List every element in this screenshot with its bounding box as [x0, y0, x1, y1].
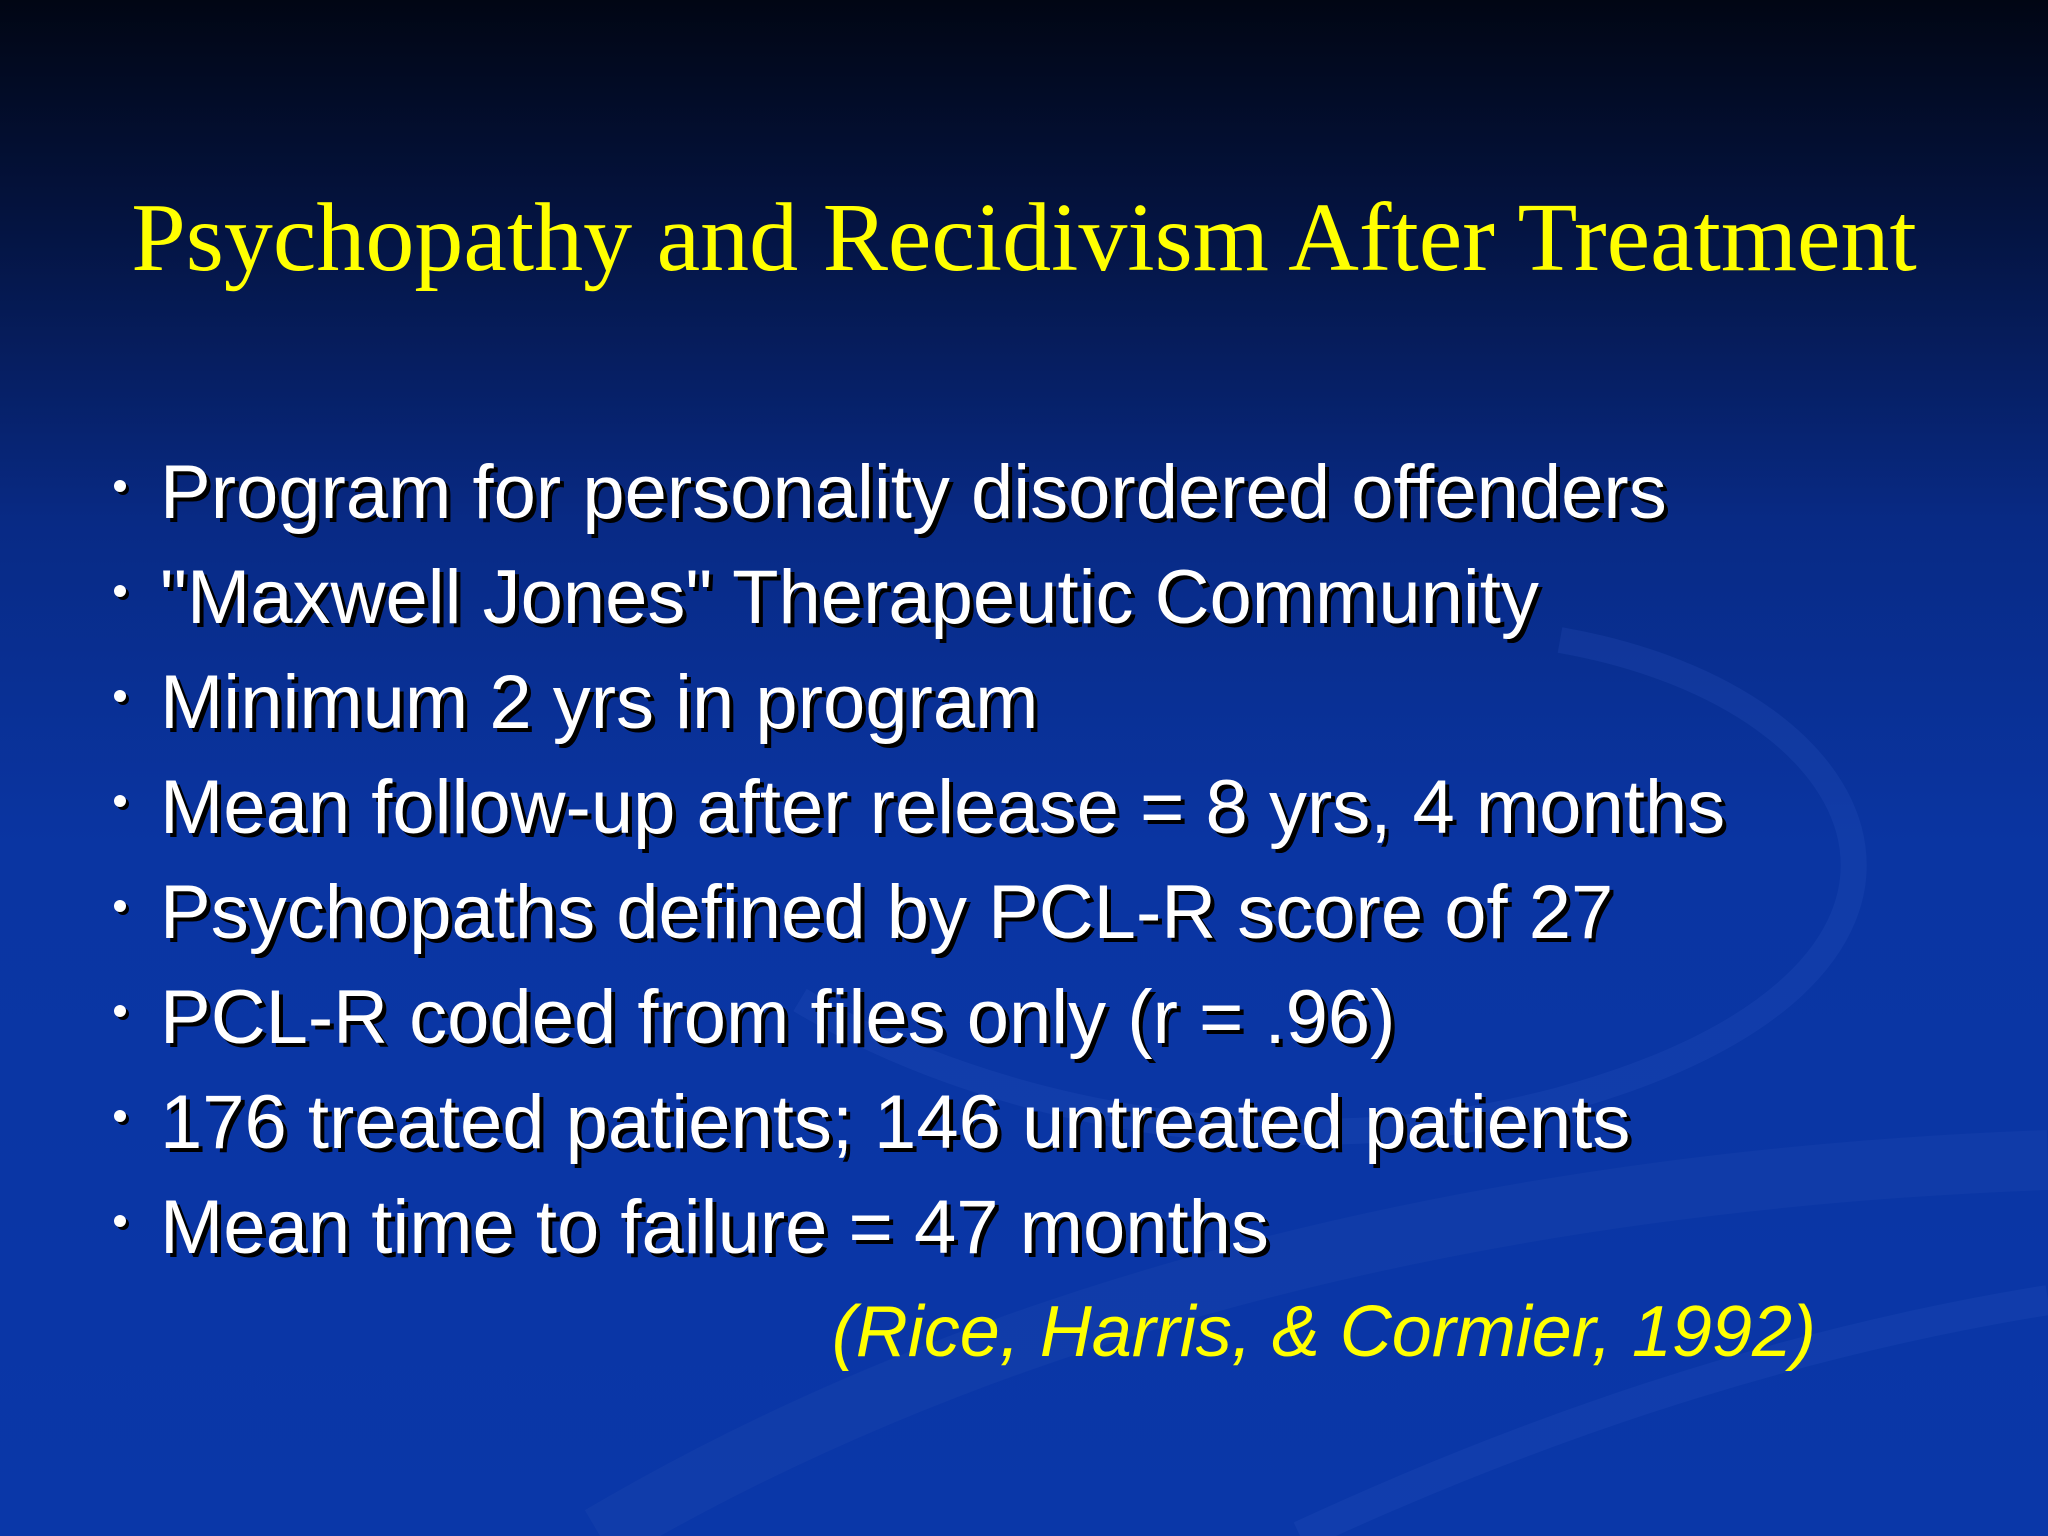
bullet-dot-icon [114, 795, 126, 807]
bullet-text: Psychopaths defined by PCL-R score of 27 [160, 870, 1614, 955]
bullet-text: PCL-R coded from files only (r = .96) [160, 975, 1396, 1060]
bullet-item [100, 1175, 2000, 1280]
bullet-dot-icon [114, 1005, 126, 1017]
bullet-dot-icon [114, 690, 126, 702]
bullet-item [100, 1070, 2000, 1175]
bullet-item [100, 545, 2000, 650]
bullet-dot-icon [114, 480, 126, 492]
bullet-item [100, 650, 2000, 755]
citation: (Rice, Harris, & Cormier, 1992) [831, 1292, 1816, 1372]
bullet-item [100, 860, 2000, 965]
bullet-dot-icon [114, 1110, 126, 1122]
slide-title: Psychopathy and Recidivism After Treatment [131, 184, 1917, 292]
bullet-item [100, 755, 2000, 860]
bullet-dot-icon [114, 900, 126, 912]
bullet-dot-icon [114, 1215, 126, 1227]
bullet-item [100, 965, 2000, 1070]
bullet-item [100, 440, 2000, 545]
bullet-text: Mean time to failure = 47 months [160, 1185, 1269, 1270]
bullet-text: 176 treated patients; 146 untreated patients [160, 1080, 1631, 1165]
bullet-text: Minimum 2 yrs in program [160, 660, 1039, 745]
bullet-text: "Maxwell Jones" Therapeutic Community [160, 555, 1539, 640]
bullet-list [100, 440, 2000, 1280]
bullet-text: Mean follow-up after release = 8 yrs, 4 months [160, 765, 1726, 850]
bullet-dot-icon [114, 585, 126, 597]
bullet-text: Program for personality disordered offenders [160, 450, 1667, 535]
